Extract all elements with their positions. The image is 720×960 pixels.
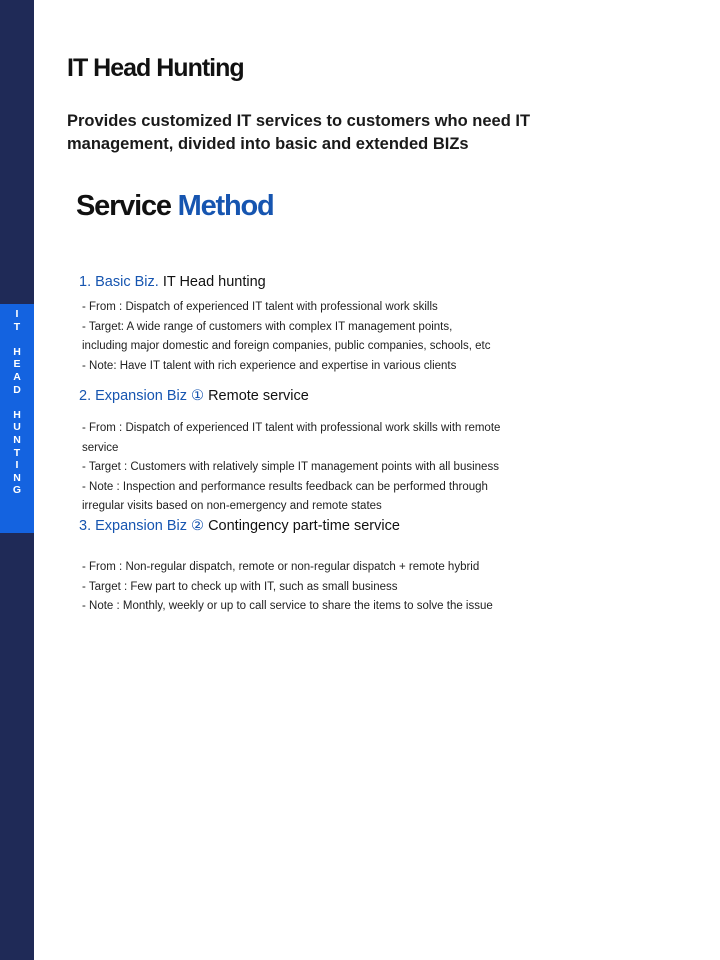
item-line: - Target : Few part to check up with IT, such as small business xyxy=(82,580,398,593)
item-line: - Note : Monthly, weekly or up to call service to share the items to solve the issue xyxy=(82,600,493,612)
sidebar-tab-letter: I xyxy=(15,459,19,472)
sidebar-tab-letter: N xyxy=(13,433,21,446)
section-title xyxy=(76,190,274,223)
item-line: - Note: Have IT talent with rich experience and expertise in various clients xyxy=(82,359,457,372)
sidebar-tab-it-head-hunting[interactable] xyxy=(0,304,34,533)
item-body-basic-biz xyxy=(82,298,582,376)
sidebar-tab-letter: T xyxy=(13,320,21,333)
item-heading-remote-service xyxy=(79,388,309,404)
circled-two-icon: ② xyxy=(191,518,205,534)
item-body-remote-service xyxy=(82,419,582,517)
page-title: IT Head Hunting xyxy=(67,54,244,82)
sidebar-tab-letter: H xyxy=(13,408,21,421)
item-line: - Target: A wide range of customers with complex IT management points, xyxy=(82,320,453,333)
item-name: Remote service xyxy=(208,388,309,404)
item-line: - Target : Customers with relatively simple IT management points with all business xyxy=(82,461,499,473)
item-heading-contingency xyxy=(79,518,400,534)
sidebar-tab-letter: H xyxy=(13,345,21,358)
item-body-contingency xyxy=(82,558,582,617)
item-line: - From : Non-regular dispatch, remote or non-regular dispatch + remote hybrid xyxy=(82,561,480,573)
item-line: service xyxy=(82,441,119,454)
sidebar-tab-letter: T xyxy=(13,446,21,459)
sidebar-tab-letter: U xyxy=(13,421,21,434)
sidebar-tab-letter: D xyxy=(13,383,21,396)
item-number: 3. Expansion Biz xyxy=(79,518,188,534)
section-title-accent: Method xyxy=(177,190,274,222)
sidebar-tab-letter: G xyxy=(12,484,22,497)
item-line: irregular visits based on non-emergency and remote states xyxy=(82,500,382,512)
item-line: including major domestic and foreign companies, public companies, schools, etc xyxy=(82,340,491,352)
item-name: IT Head hunting xyxy=(162,274,266,290)
item-line: - Note : Inspection and performance results feedback can be performed through xyxy=(82,480,488,493)
item-line: - From : Dispatch of experienced IT talent with professional work skills xyxy=(82,301,438,313)
sidebar-tab-letter: E xyxy=(13,358,21,371)
sidebar-tab-letter: N xyxy=(13,471,21,484)
item-heading-basic-biz xyxy=(79,274,266,290)
circled-one-icon: ① xyxy=(191,388,205,404)
section-title-dark: Service xyxy=(76,190,171,222)
item-number: 1. Basic Biz. xyxy=(79,274,159,290)
item-line: - From : Dispatch of experienced IT talent with professional work skills with remote xyxy=(82,422,501,434)
item-name: Contingency part-time service xyxy=(208,518,400,534)
sidebar xyxy=(0,0,34,960)
page-subtitle: Provides customized IT services to customers who need IT management, divided into basic and extended BIZs xyxy=(67,112,531,153)
item-number: 2. Expansion Biz xyxy=(79,388,188,404)
sidebar-tab-letter: I xyxy=(15,308,19,320)
sidebar-tab-letter: A xyxy=(13,370,21,383)
